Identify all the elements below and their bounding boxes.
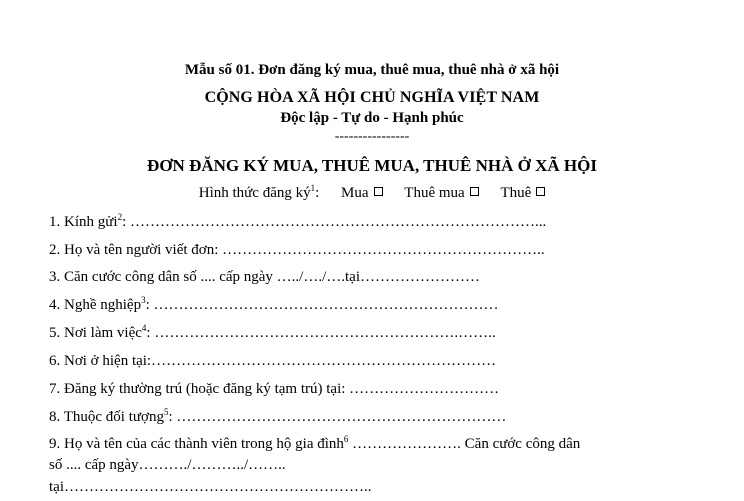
field-label: 2. Họ và tên người viết đơn: ……………………………………………………….. [49, 242, 545, 258]
field-household-members [49, 436, 580, 453]
field-workplace [49, 325, 496, 342]
field-label: 4. Nghề nghiệp [49, 297, 142, 313]
footnote-ref: 1 [310, 183, 316, 193]
footnote-ref: 6 [343, 434, 349, 444]
nation-heading: CỘNG HÒA XÃ HỘI CHỦ NGHĨA VIỆT NAM [204, 89, 540, 106]
motto: Độc lập - Tự do - Hạnh phúc [280, 110, 464, 126]
registration-label-suffix: : [315, 185, 324, 201]
field-fill: : …………………………………………………………… [145, 297, 499, 313]
field-label: 6. Nơi ở hiện tại:…………………………………………………………… [49, 353, 497, 369]
footnote-ref: 3 [141, 295, 146, 305]
field-label: 7. Đăng ký thường trú (hoặc đăng ký tạm trú) tại: ………………………… [49, 381, 500, 397]
field-fill: : ………………………………………………………………………... [122, 214, 547, 230]
footnote-ref: 5 [163, 407, 169, 417]
field-household-members-cont: số .... cấp ngày………./………../…….. [49, 457, 286, 473]
option-buy-label: Mua [341, 185, 369, 201]
option-rent-label: Thuê [500, 185, 532, 201]
field-label: 3. Căn cước công dân số .... cấp ngày …../…./….tại…………………… [49, 269, 480, 285]
field-current-address [49, 353, 496, 370]
field-occupation [49, 297, 499, 314]
field-label: 8. Thuộc đối tượng [49, 409, 164, 425]
field-label: 1. Kính gửi [49, 214, 118, 230]
registration-label: Hình thức đăng ký [198, 185, 311, 201]
field-recipient [49, 214, 546, 231]
field-eligibility [49, 409, 506, 426]
option-lease-purchase[interactable] [404, 185, 478, 201]
option-rent[interactable] [500, 185, 545, 201]
footnote-ref: 2 [117, 212, 123, 222]
field-applicant-name [49, 242, 545, 259]
field-residence-registration [49, 381, 499, 398]
option-buy[interactable] [341, 185, 383, 201]
field-label: 9. Họ và tên của các thành viên trong hộ gia đình [49, 436, 344, 452]
field-id-card [49, 269, 480, 286]
checkbox-lease-purchase[interactable] [470, 187, 479, 196]
checkbox-buy[interactable] [374, 187, 383, 196]
field-fill: …………………. Căn cước công dân [348, 436, 581, 452]
checkbox-rent[interactable] [536, 187, 545, 196]
document-title: ĐƠN ĐĂNG KÝ MUA, THUÊ MUA, THUÊ NHÀ Ở XÃ HỘI [147, 156, 597, 175]
footnote-ref: 4 [141, 323, 147, 333]
field-fill: : …………………………………………………….…….. [146, 325, 496, 341]
divider: ---------------- [334, 129, 410, 144]
field-fill: : ………………………………………………………… [168, 409, 507, 425]
field-label: 5. Nơi làm việc [49, 325, 142, 341]
field-household-members-place: tại…………………………………………………….. [49, 479, 372, 495]
registration-type [0, 185, 744, 202]
form-number: Mẫu số 01. Đơn đăng ký mua, thuê mua, thuê nhà ở xã hội [184, 62, 560, 78]
option-lease-purchase-label: Thuê mua [404, 185, 465, 201]
